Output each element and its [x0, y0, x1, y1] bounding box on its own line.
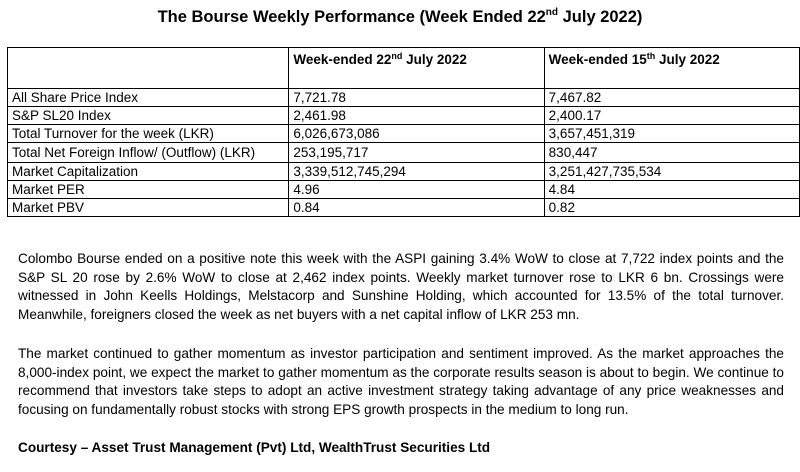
previous-value: 830,447: [544, 143, 799, 163]
previous-value: 7,467.82: [544, 89, 799, 107]
table-row: [8, 163, 800, 181]
previous-value: 0.82: [544, 199, 799, 217]
row-label: Total Turnover for the week (LKR): [8, 125, 289, 143]
table-row: [8, 89, 800, 107]
current-value: 2,461.98: [289, 107, 544, 125]
courtesy-line: Courtesy – Asset Trust Management (Pvt) Ltd, WealthTrust Securities Ltd: [18, 440, 491, 455]
current-value: 4.96: [289, 181, 544, 199]
current-value: 0.84: [289, 199, 544, 217]
table-row: [8, 125, 800, 143]
header-cell-current-week: Week-ended 22nd July 2022: [289, 48, 544, 89]
previous-value: 3,657,451,319: [544, 125, 799, 143]
table-row: [8, 199, 800, 217]
current-value: 6,026,673,086: [289, 125, 544, 143]
current-value: 253,195,717: [289, 143, 544, 163]
previous-value: 4.84: [544, 181, 799, 199]
row-label: S&P SL20 Index: [8, 107, 289, 125]
header-cell-empty: [8, 48, 289, 89]
table-row: [8, 143, 800, 163]
row-label: Total Net Foreign Inflow/ (Outflow) (LKR): [8, 143, 289, 163]
row-label: Market PBV: [8, 199, 289, 217]
table-row: [8, 181, 800, 199]
current-value: 7,721.78: [289, 89, 544, 107]
table-header-row: [8, 48, 800, 89]
market-summary-paragraph: Colombo Bourse ended on a positive note this week with the ASPI gaining 3.4% WoW to close at 7,722 index points and the S&P SL 20 rose by 2.6% WoW to close at 2,462 index points. Weekly market turnover rose to LKR 6 bn. Crossings were witnessed in John Keells Holdings, Melstacorp and Sunshine Holding, which accounted for 13.5% of the total turnover. Meanwhile, foreigners closed the week as net buyers with a net capital inflow of LKR 253 mn.: [18, 251, 784, 322]
table-row: [8, 107, 800, 125]
performance-table: [7, 47, 800, 217]
previous-value: 2,400.17: [544, 107, 799, 125]
page-title: The Bourse Weekly Performance (Week Ended 22nd July 2022): [157, 7, 643, 26]
previous-value: 3,251,427,735,534: [544, 163, 799, 181]
header-cell-previous-week: Week-ended 15th July 2022: [544, 48, 799, 89]
market-outlook-paragraph: The market continued to gather momentum as investor participation and sentiment improved. As the market approaches the 8,000-index point, we expect the market to gather momentum as the corporate results season is about to begin. We continue to recommend that investors take steps to adopt an active investment strategy taking advantage of any price weaknesses and focusing on fundamentally robust stocks with strong EPS growth prospects in the medium to long run.: [18, 346, 784, 417]
row-label: All Share Price Index: [8, 89, 289, 107]
row-label: Market Capitalization: [8, 163, 289, 181]
current-value: 3,339,512,745,294: [289, 163, 544, 181]
row-label: Market PER: [8, 181, 289, 199]
